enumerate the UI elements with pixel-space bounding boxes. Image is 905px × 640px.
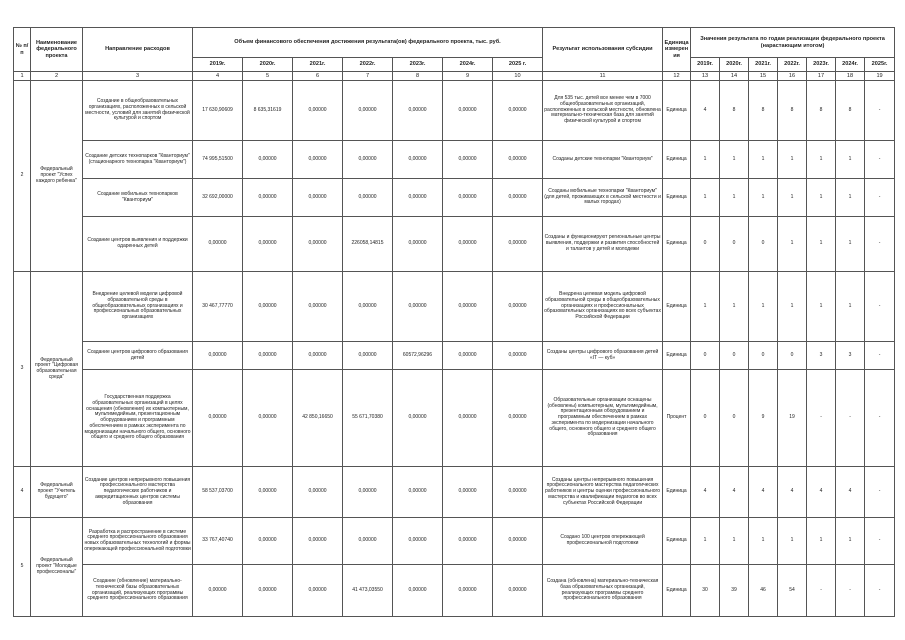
funding-value: 0,00000 [343,342,393,370]
result-value: 4 [749,467,778,518]
funding-value: 0,00000 [443,467,493,518]
result-value: 8 [778,81,807,141]
funding-value: 0,00000 [393,141,443,179]
direction-cell: Создание мобильных технопарков "Кванториум" [83,179,193,217]
funding-value: 0,00000 [243,272,293,342]
value-year-header: 2021г. [749,58,778,72]
funding-value: 0,00000 [243,370,293,467]
result-value: 1 [836,141,865,179]
table-row [14,370,895,467]
funding-year-header: 2021г. [293,58,343,72]
project-name: Федеральный проект "Учитель будущего" [31,467,83,518]
result-cell: Созданы детские технопарки "Кванториум" [543,141,663,179]
result-value: 4 [691,467,720,518]
funding-value: 0,00000 [243,518,293,565]
column-number: 1 [14,72,31,81]
direction-cell: Создание центров цифрового образования детей [83,342,193,370]
funding-value: 0,00000 [243,342,293,370]
result-value: 8 [720,81,749,141]
table-row [14,342,895,370]
result-value: 1 [720,272,749,342]
unit-cell: Единица [663,518,691,565]
unit-cell: Единица [663,81,691,141]
funding-value: 32 692,00000 [193,179,243,217]
funding-value: 0,00000 [443,81,493,141]
result-value: 3 [807,342,836,370]
result-value: 0 [720,217,749,272]
result-value: - [865,141,895,179]
project-name: Федеральный проект "Молодые профессионалы" [31,518,83,617]
funding-value: 0,00000 [493,565,543,617]
result-value: 1 [720,518,749,565]
column-number: 14 [720,72,749,81]
table-header [14,28,895,72]
col-values-header: Значения результата по годам реализации федерального проекта (нарастающим итогом) [691,28,895,58]
result-value: 1 [691,179,720,217]
result-value: 1 [778,141,807,179]
funding-value: 74 995,51500 [193,141,243,179]
result-value: 0 [778,342,807,370]
column-number: 10 [493,72,543,81]
value-year-header: 2024г. [836,58,865,72]
column-number: 9 [443,72,493,81]
funding-value: 0,00000 [193,342,243,370]
table-row [14,217,895,272]
unit-cell: Единица [663,467,691,518]
funding-value: 0,00000 [293,81,343,141]
result-value: 0 [691,370,720,467]
funding-value: 0,00000 [443,370,493,467]
funding-value: 0,00000 [493,179,543,217]
direction-cell: Создание центров непрерывного повышения профессионального мастерства педагогических работников и аккредитационных центров системы образования [83,467,193,518]
funding-value: 58 537,03700 [193,467,243,518]
result-cell: Созданы мобильные технопарки "Кванториум" (для детей, проживающих в сельской местности и малых городах) [543,179,663,217]
column-number-row [14,72,895,81]
result-value: 1 [836,518,865,565]
funding-value: 33 767,40740 [193,518,243,565]
funding-value: 0,00000 [443,565,493,617]
funding-value: 0,00000 [293,467,343,518]
funding-year-header: 2020г. [243,58,293,72]
result-value: - [865,467,895,518]
result-value: 1 [807,518,836,565]
project-name: Федеральный проект "Успех каждого ребенка" [31,81,83,272]
result-value: 1 [720,179,749,217]
result-value: 1 [749,518,778,565]
column-number: 3 [83,72,193,81]
funding-value: 0,00000 [243,467,293,518]
table-row [14,518,895,565]
table-row [14,141,895,179]
result-value: - [865,81,895,141]
result-value: 1 [778,518,807,565]
result-cell: Образовательные организации оснащены (обновлены) компьютерным, мультимедийным, презентационным оборудованием и программным обеспечением в рамках эксперимента по модернизации начального общего, основного общего и среднего общего образования [543,370,663,467]
result-value: 8 [749,81,778,141]
col-funding-header: Объем финансового обеспечения достижения результата(ов) федерального проекта, тыс. руб. [193,28,543,58]
funding-value: 0,00000 [243,141,293,179]
column-number: 18 [836,72,865,81]
funding-value: 0,00000 [193,565,243,617]
funding-value: 60572,96296 [393,342,443,370]
funding-year-header: 2022г. [343,58,393,72]
col-result-header: Результат использования субсидии [543,28,663,72]
funding-year-header: 2024г. [443,58,493,72]
result-value: 4 [720,467,749,518]
result-value: 1 [807,217,836,272]
group-number: 2 [14,81,31,272]
table-body [14,72,895,617]
result-value: 0 [691,342,720,370]
funding-value: 0,00000 [343,467,393,518]
col-project-header: Наименование федерального проекта [31,28,83,72]
result-value: 1 [749,179,778,217]
column-number: 8 [393,72,443,81]
result-value: 4 [836,467,865,518]
funding-value: 0,00000 [443,342,493,370]
result-value: 9 [749,370,778,467]
direction-cell: Государственная поддержка образовательных организаций в целях оснащения (обновления) их компьютерным, мультимедийным, презентационным оборудованием и программным обеспечением в рамках эксперимента по модернизации начального общего, основного общего и среднего общего образования [83,370,193,467]
group-number: 4 [14,467,31,518]
unit-cell: Единица [663,565,691,617]
result-cell: Созданы и функционируют региональные центры выявления, поддержки и развития способностей и талантов у детей и молодежи [543,217,663,272]
result-value: 8 [807,81,836,141]
col-unit-header: Единица измерения [663,28,691,72]
direction-cell: Внедрение целевой модели цифровой образовательной среды в общеобразовательных организациях и профессиональных образовательных организациях [83,272,193,342]
column-number: 19 [865,72,895,81]
funding-value: 0,00000 [393,179,443,217]
funding-value: 0,00000 [443,518,493,565]
funding-value: 0,00000 [493,141,543,179]
funding-value: 0,00000 [193,217,243,272]
funding-year-header: 2019г. [193,58,243,72]
table-row [14,272,895,342]
table-row [14,81,895,141]
result-value: 54 [778,565,807,617]
result-value: 1 [836,179,865,217]
result-value: 4 [691,81,720,141]
column-number: 12 [663,72,691,81]
project-name: Федеральный проект "Цифровая образовательная среда" [31,272,83,467]
funding-value: 0,00000 [493,370,543,467]
funding-year-header: 2023г. [393,58,443,72]
result-value: 30 [691,565,720,617]
result-value: 1 [807,141,836,179]
funding-value: 0,00000 [343,272,393,342]
result-value: 1 [720,141,749,179]
funding-value: 0,00000 [293,518,343,565]
subsidy-table [13,27,895,617]
result-value: 1 [691,141,720,179]
result-value: - [865,565,895,617]
funding-value: 0,00000 [293,217,343,272]
funding-year-header: 2025 г. [493,58,543,72]
funding-value: 41 473,03550 [343,565,393,617]
result-value: 0 [749,217,778,272]
result-value: 8 [836,81,865,141]
funding-value: 0,00000 [493,217,543,272]
unit-cell: Единица [663,217,691,272]
col-direction-header: Направление расходов [83,28,193,72]
result-value: - [836,370,865,467]
funding-value: 42 850,16650 [293,370,343,467]
subsidy-table-sheet [13,27,888,617]
funding-value: 0,00000 [443,272,493,342]
funding-value: 0,00000 [343,179,393,217]
column-number: 15 [749,72,778,81]
result-value: - [865,217,895,272]
result-value: 3 [836,342,865,370]
result-value: 0 [749,342,778,370]
direction-cell: Создание центров выявления и поддержки одаренных детей [83,217,193,272]
column-number: 13 [691,72,720,81]
funding-value: 0,00000 [393,272,443,342]
table-row [14,565,895,617]
result-cell: Создано 100 центров опережающей профессиональной подготовки [543,518,663,565]
funding-value: 0,00000 [243,565,293,617]
funding-value: 17 630,90609 [193,81,243,141]
result-value: 1 [691,518,720,565]
funding-value: 0,00000 [293,342,343,370]
value-year-header: 2022г. [778,58,807,72]
result-value: 0 [720,342,749,370]
unit-cell: Единица [663,272,691,342]
result-value: - [836,565,865,617]
result-cell: Для 535 тыс. детей все менее чем в 7000 общеобразовательных организаций, расположенных в сельской местности, обновлена материально-техническая база для занятий физической культурой и спортом [543,81,663,141]
funding-value: 55 671,70380 [343,370,393,467]
funding-value: 0,00000 [293,272,343,342]
table-row [14,179,895,217]
result-value: 19 [778,370,807,467]
value-year-header: 2020г. [720,58,749,72]
direction-cell: Разработка и распространение в системе среднего профессионального образования новых образовательных технологий и формы опережающей профессиональной подготовки [83,518,193,565]
column-number: 2 [31,72,83,81]
result-value: 1 [778,179,807,217]
column-number: 7 [343,72,393,81]
direction-cell: Создание детских технопарков "Кванториум" (стационарного технопарка "Кванториум") [83,141,193,179]
funding-value: 0,00000 [443,141,493,179]
funding-value: 30 467,77770 [193,272,243,342]
result-value: 4 [807,467,836,518]
column-number: 11 [543,72,663,81]
result-value: 1 [778,217,807,272]
direction-cell: Создание в общеобразовательных организациях, расположенных в сельской местности, условий для занятий физической культурой и спортом [83,81,193,141]
unit-cell: Процент [663,370,691,467]
unit-cell: Единица [663,179,691,217]
funding-value: 226058,14815 [343,217,393,272]
funding-value: 0,00000 [443,179,493,217]
result-value: 4 [778,467,807,518]
result-value: 1 [836,272,865,342]
funding-value: 0,00000 [243,179,293,217]
funding-value: 0,00000 [393,217,443,272]
result-cell: Созданы центры непрерывного повышения профессионального мастерства педагогических работников и центры оценки профессионального мастерства и квалификации педагогов во всех субъектах Российской Федерации [543,467,663,518]
funding-value: 0,00000 [493,81,543,141]
result-value: - [807,370,836,467]
funding-value: 0,00000 [493,342,543,370]
funding-value: 0,00000 [443,217,493,272]
result-value: 39 [720,565,749,617]
result-value: 46 [749,565,778,617]
direction-cell: Создание (обновление) материально-технической базы образовательных организаций, реализующих программы среднего профессионального образования [83,565,193,617]
result-value: 1 [691,272,720,342]
result-value: - [865,342,895,370]
funding-value: 0,00000 [493,272,543,342]
funding-value: 0,00000 [293,179,343,217]
funding-value: 0,00000 [493,518,543,565]
result-value: 0 [720,370,749,467]
table-row [14,467,895,518]
result-value: 1 [778,272,807,342]
funding-value: 0,00000 [193,370,243,467]
funding-value: 8 635,31619 [243,81,293,141]
funding-value: 0,00000 [343,81,393,141]
funding-value: 0,00000 [493,467,543,518]
funding-value: 0,00000 [393,518,443,565]
funding-value: 0,00000 [393,467,443,518]
column-number: 16 [778,72,807,81]
result-cell: Создана (обновлена) материально-техническая база образовательных организаций, реализующих программы среднего профессионального образования [543,565,663,617]
funding-value: 0,00000 [343,518,393,565]
funding-value: 0,00000 [343,141,393,179]
funding-value: 0,00000 [293,141,343,179]
group-number: 5 [14,518,31,617]
result-value: 1 [807,179,836,217]
result-value: - [865,179,895,217]
result-value: 1 [807,272,836,342]
result-value: 1 [749,272,778,342]
result-value: 0 [691,217,720,272]
column-number: 4 [193,72,243,81]
funding-value: 0,00000 [393,81,443,141]
funding-value: 0,00000 [243,217,293,272]
funding-value: 0,00000 [293,565,343,617]
result-cell: Внедрена целевая модель цифровой образовательной среды в общеобразовательных организациях и профессиональных образовательных организациях во всех субъектах Российской Федерации [543,272,663,342]
funding-value: 0,00000 [393,370,443,467]
col-num-header: № п/п [14,28,31,72]
value-year-header: 2025г. [865,58,895,72]
funding-value: 0,00000 [393,565,443,617]
unit-cell: Единица [663,342,691,370]
column-number: 5 [243,72,293,81]
value-year-header: 2023г. [807,58,836,72]
column-number: 17 [807,72,836,81]
value-year-header: 2019г. [691,58,720,72]
result-value: 1 [836,217,865,272]
result-value: - [807,565,836,617]
result-value: 1 [749,141,778,179]
result-value: - [865,518,895,565]
group-number: 3 [14,272,31,467]
column-number: 6 [293,72,343,81]
unit-cell: Единица [663,141,691,179]
result-value: - [865,272,895,342]
result-value: - [865,370,895,467]
result-cell: Созданы центры цифрового образования детей «IT — куб» [543,342,663,370]
